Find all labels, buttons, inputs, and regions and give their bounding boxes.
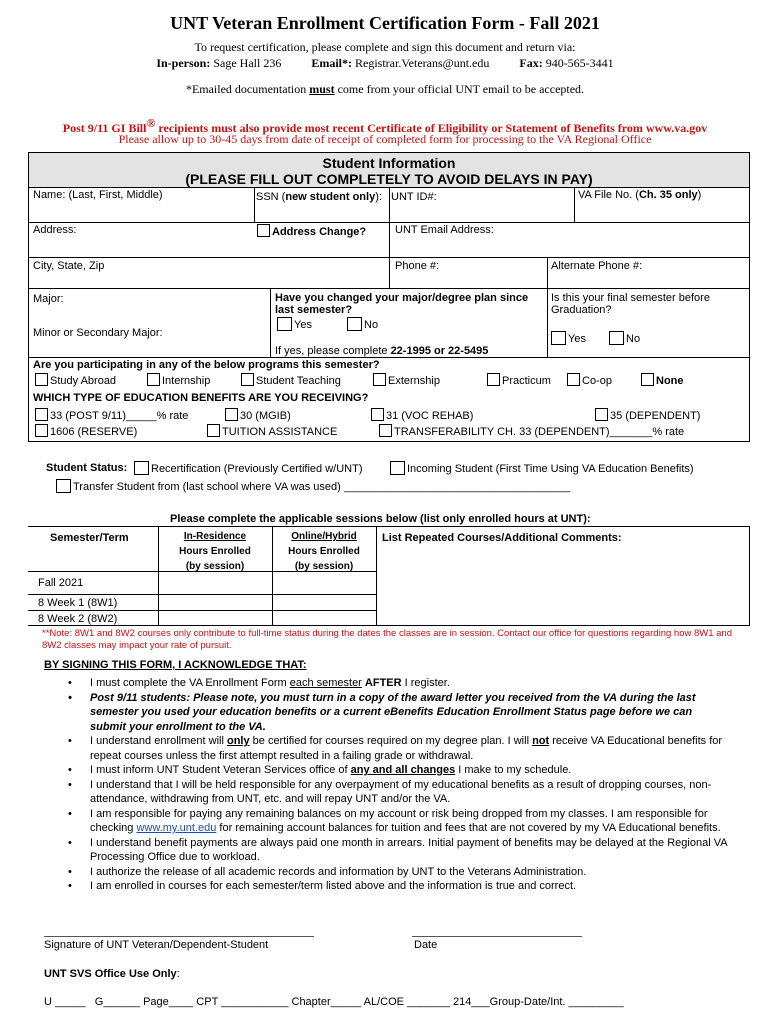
- benefit-transferability[interactable]: [379, 424, 684, 438]
- program-checkbox[interactable]: [373, 373, 386, 386]
- col-comments-header: List Repeated Courses/Additional Comments:: [382, 532, 622, 544]
- program-coop[interactable]: [567, 373, 612, 387]
- program-label: Student Teaching: [256, 375, 341, 387]
- yes-label: Yes: [568, 333, 586, 345]
- emailed-note-a: *Emailed documentation: [185, 82, 310, 96]
- name-field-label[interactable]: Name: (Last, First, Middle): [33, 189, 163, 201]
- benefit-checkbox[interactable]: [379, 424, 392, 437]
- vafile-a: VA File No. (: [578, 189, 639, 201]
- program-checkbox[interactable]: [241, 373, 254, 386]
- col-inresidence-header: [160, 529, 270, 574]
- phone-field-label[interactable]: Phone #:: [395, 260, 440, 272]
- program-label: Co-op: [582, 375, 612, 387]
- program-label: Internship: [162, 375, 211, 387]
- office-use-label: [44, 968, 180, 980]
- fax-label: Fax:: [519, 56, 543, 70]
- yes-label: Yes: [294, 319, 312, 331]
- ack-item: • I authorize the release of all academic records and information by UNT to the Veterans Administration.: [46, 865, 730, 880]
- col-online-header: [274, 529, 374, 574]
- ssn-b: new student only: [285, 191, 376, 203]
- status-checkbox[interactable]: [134, 461, 149, 475]
- city-field-label[interactable]: City, State, Zip: [33, 260, 105, 272]
- benefits-question: WHICH TYPE OF EDUCATION BENEFITS ARE YOU RECEIVING?: [33, 392, 369, 404]
- changed-major-yes[interactable]: [277, 317, 312, 331]
- term-row: 8 Week 2 (8W2): [38, 613, 118, 625]
- untid-field-label[interactable]: UNT ID#:: [391, 191, 437, 203]
- changed-major-yes-checkbox[interactable]: [277, 317, 292, 331]
- benefit-label: 30 (MGIB): [240, 410, 291, 422]
- program-internship[interactable]: [147, 373, 210, 387]
- changed-major-no[interactable]: [347, 317, 378, 331]
- my-unt-link[interactable]: www.my.unt.edu: [136, 822, 217, 834]
- program-study-abroad[interactable]: [35, 373, 116, 387]
- ack-item: • I am enrolled in courses for each semester/term listed above and the information is true and correct.: [46, 879, 730, 894]
- changed-major-question: Have you changed your major/degree plan since last semester?: [275, 292, 529, 316]
- program-checkbox[interactable]: [35, 373, 48, 386]
- ack-item: • I understand that I will be held responsible for any overpayment of my educational benefits as a result of dropping courses, non- attendance, withdrawing from UNT, etc. and will repay UNT and/or the VA.: [46, 778, 730, 807]
- term-row: Fall 2021: [38, 577, 84, 589]
- program-practicum[interactable]: [487, 373, 551, 387]
- benefit-tuition-assistance[interactable]: [207, 424, 337, 438]
- benefit-label: 33 (POST 9/11)_____% rate: [50, 410, 189, 422]
- no-label: No: [364, 319, 379, 331]
- program-label: None: [656, 375, 684, 387]
- program-externship[interactable]: [373, 373, 440, 387]
- term-row: 8 Week 1 (8W1): [38, 597, 118, 609]
- student-info-box: [28, 152, 750, 442]
- vafile-b: Ch. 35 only: [638, 189, 698, 201]
- address-change[interactable]: [257, 224, 366, 238]
- status-incoming-label: Incoming Student (First Time Using VA Education Benefits): [407, 463, 694, 475]
- office-use-text: UNT SVS Office Use Only: [44, 968, 177, 980]
- student-info-header: [29, 153, 749, 187]
- ack-list: [46, 676, 730, 894]
- program-none[interactable]: [641, 373, 684, 387]
- date-line[interactable]: [412, 936, 582, 937]
- sessions-title: Please complete the applicable sessions below (list only enrolled hours at UNT):: [170, 513, 591, 525]
- email-label: Email*:: [311, 56, 352, 70]
- contact-line: [0, 56, 770, 71]
- ssn-a: SSN (: [256, 191, 286, 203]
- gi-line-b: recipients must also provide most recent Certificate of Eligibility or Statement of Benefits from www.va.gov: [155, 121, 708, 135]
- benefit-label: 35 (DEPENDENT): [610, 410, 701, 422]
- final-semester-yes-checkbox[interactable]: [551, 331, 566, 345]
- if-yes-note: [275, 345, 488, 357]
- online-a: Online/Hybrid: [291, 531, 357, 542]
- inres-a: In-Residence: [183, 531, 247, 542]
- ack-item: • I must inform UNT Student Veteran Services office of any and all changes I make to my schedule.: [46, 763, 730, 778]
- major-field-label[interactable]: Major:: [33, 293, 64, 305]
- benefit-checkbox[interactable]: [225, 408, 238, 421]
- status-recertification[interactable]: [134, 461, 363, 475]
- status-transfer-label: Transfer Student from (last school where VA was used) _____________________________________: [73, 481, 571, 493]
- student-info-title: Student Information: [322, 155, 456, 171]
- benefit-label: 1606 (RESERVE): [50, 426, 138, 438]
- status-checkbox[interactable]: [56, 479, 71, 493]
- benefit-33[interactable]: [35, 408, 188, 422]
- ack-item: • I understand benefit payments are always paid one month in arrears. Initial payment of benefits may be delayed at the Regional VA Processing Office due to workload.: [46, 836, 730, 865]
- gi-line-a: Post 9/11 GI Bill: [62, 121, 147, 135]
- emailed-note-c: come from your official UNT email to be accepted.: [334, 82, 585, 96]
- benefit-label: TRANSFERABILITY CH. 33 (DEPENDENT)_______% rate: [394, 426, 685, 438]
- student-status-label: Student Status:: [46, 462, 128, 474]
- email-value[interactable]: Registrar.Veterans@unt.edu: [355, 56, 490, 70]
- unt-email-field-label[interactable]: UNT Email Address:: [395, 224, 494, 236]
- fax-value: 940-565-3441: [545, 56, 614, 70]
- benefit-30[interactable]: [225, 408, 291, 422]
- program-label: Practicum: [502, 375, 551, 387]
- benefit-35[interactable]: [595, 408, 700, 422]
- programs-question: Are you participating in any of the below programs this semester?: [33, 359, 380, 371]
- benefit-label: 31 (VOC REHAB): [386, 410, 474, 422]
- ack-item: • I am responsible for paying any remaining balances on my account or risk being dropped from my classes. I am responsible for checking www.my.unt.edu for remaining account balances for tuition and fees that are not covered by my VA Educational benefits.: [46, 807, 730, 836]
- online-c: (by session): [294, 561, 354, 572]
- address-field-label[interactable]: Address:: [33, 224, 77, 236]
- program-student-teaching[interactable]: [241, 373, 341, 387]
- changed-major-no-checkbox[interactable]: [347, 317, 362, 331]
- benefit-checkbox[interactable]: [371, 408, 384, 421]
- emailed-note-must: must: [309, 82, 335, 96]
- allow-line: Please allow up to 30-45 days from date of receipt of completed form for processing to the VA Regional Office: [118, 132, 652, 146]
- if-yes-a: If yes, please complete: [275, 345, 391, 357]
- vafile-c: ): [697, 189, 702, 201]
- benefit-31[interactable]: [371, 408, 473, 422]
- ack-title: BY SIGNING THIS FORM, I ACKNOWLEDGE THAT:: [44, 659, 307, 671]
- benefit-checkbox[interactable]: [595, 408, 608, 421]
- program-label: Externship: [388, 375, 440, 387]
- registered-mark: ®: [146, 116, 156, 130]
- final-semester-yes[interactable]: [551, 331, 586, 345]
- emailed-note: [0, 82, 770, 97]
- program-checkbox[interactable]: [147, 373, 160, 386]
- inperson-label: In-person:: [156, 56, 211, 70]
- office-use-colon: :: [176, 968, 180, 980]
- benefit-checkbox[interactable]: [35, 408, 48, 421]
- inres-b: Hours Enrolled: [179, 546, 251, 557]
- benefit-label: TUITION ASSISTANCE: [222, 426, 338, 438]
- office-use-fields: U _____ G______ Page____ CPT ___________ Chapter_____ AL/COE _______ 214___Group-Date/Int. _________: [44, 996, 624, 1008]
- ack-item: • I must complete the VA Enrollment Form each semester AFTER I register.: [46, 676, 730, 691]
- benefit-checkbox[interactable]: [207, 424, 220, 437]
- status-incoming[interactable]: [390, 461, 694, 475]
- ack-item: • Post 9/11 students: Please note, you must turn in a copy of the award letter you received from the VA during the last semester you used your education benefits or a current eBenefits Education Enrollment Status page before we can submit your enrollment to the VA.: [46, 691, 730, 735]
- minor-field-label[interactable]: Minor or Secondary Major:: [33, 327, 163, 339]
- col-semester-header: Semester/Term: [50, 532, 129, 544]
- status-transfer[interactable]: [56, 479, 570, 493]
- no-label: No: [626, 333, 641, 345]
- status-recert-label: Recertification (Previously Certified w/UNT): [151, 463, 363, 475]
- final-semester-no[interactable]: [609, 331, 640, 345]
- program-label: Study Abroad: [50, 375, 117, 387]
- benefit-1606[interactable]: [35, 424, 137, 438]
- alt-phone-field-label[interactable]: Alternate Phone #:: [551, 260, 643, 272]
- final-semester-question: Is this your final semester before Graduation?: [551, 292, 710, 316]
- address-change-label: Address Change?: [272, 226, 367, 238]
- program-checkbox[interactable]: [641, 373, 654, 386]
- sessions-table: [28, 526, 750, 626]
- ssn-c: ):: [375, 191, 382, 203]
- page-title: UNT Veteran Enrollment Certification Form - Fall 2021: [170, 13, 600, 33]
- status-checkbox[interactable]: [390, 461, 405, 475]
- program-checkbox[interactable]: [487, 373, 500, 386]
- address-change-checkbox[interactable]: [257, 224, 270, 237]
- inperson-value: Sage Hall 236: [213, 56, 282, 70]
- final-semester-no-checkbox[interactable]: [609, 331, 624, 345]
- student-info-subtitle: (PLEASE FILL OUT COMPLETELY TO AVOID DELAYS IN PAY): [185, 171, 593, 187]
- date-label: Date: [414, 939, 438, 951]
- inres-c: (by session): [185, 561, 245, 572]
- sessions-note: **Note: 8W1 and 8W2 courses only contribute to full-time status during the dates the classes are in session. Contact our office for questions regarding how 8W1 and 8W2 classes may impact your rate of pursuit.: [42, 628, 732, 651]
- ssn-field-label[interactable]: [256, 191, 382, 203]
- signature-line[interactable]: [44, 936, 314, 937]
- online-b: Hours Enrolled: [288, 546, 360, 557]
- if-yes-forms: 22-1995 or 22-5495: [390, 345, 489, 357]
- intro-text: To request certification, please complete and sign this document and return via:: [194, 40, 576, 54]
- program-checkbox[interactable]: [567, 373, 580, 386]
- signature-label: Signature of UNT Veteran/Dependent-Student: [44, 939, 269, 951]
- vafile-field-label[interactable]: [578, 189, 701, 201]
- ack-item: • I understand enrollment will only be certified for courses required on my degree plan. I will not receive VA Educational benefits for repeat courses unless the first attempt resulted in a failing grade or withdrawal.: [46, 734, 730, 763]
- benefit-checkbox[interactable]: [35, 424, 48, 437]
